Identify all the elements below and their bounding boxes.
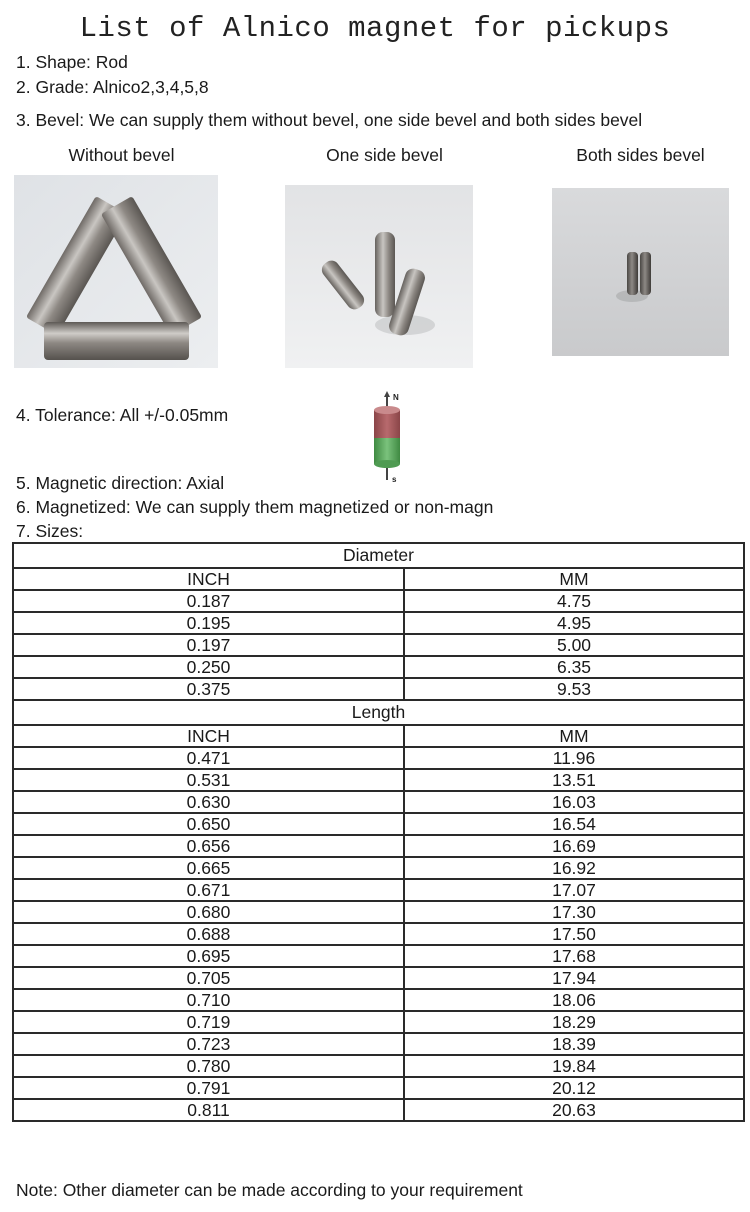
table-row (13, 923, 744, 945)
cell-inch: 0.680 (13, 901, 404, 923)
section-diameter: Diameter (13, 543, 744, 568)
table-row (13, 1077, 744, 1099)
spec-sizes: 7. Sizes: (16, 521, 84, 541)
spec-magnetic-direction: 5. Magnetic direction: Axial (16, 473, 225, 493)
header-mm: MM (404, 568, 744, 590)
table-row (13, 612, 744, 634)
photo-label-both-sides-bevel: Both sides bevel (576, 145, 705, 165)
cell-mm: 9.53 (404, 678, 744, 700)
cell-mm: 17.07 (404, 879, 744, 901)
table-row (13, 1099, 744, 1121)
cell-mm: 17.50 (404, 923, 744, 945)
north-label: N (393, 393, 399, 402)
cell-mm: 5.00 (404, 634, 744, 656)
cell-mm: 17.94 (404, 967, 744, 989)
table-row (13, 747, 744, 769)
cell-mm: 17.30 (404, 901, 744, 923)
table-row (13, 1033, 744, 1055)
sizes-table (12, 542, 745, 1122)
photo-label-without-bevel: Without bevel (68, 145, 175, 165)
cell-inch: 0.650 (13, 813, 404, 835)
photo-label-one-side-bevel: One side bevel (326, 145, 443, 165)
cell-inch: 0.250 (13, 656, 404, 678)
table-row (13, 989, 744, 1011)
table-row (13, 901, 744, 923)
table-row (13, 813, 744, 835)
cell-inch: 0.195 (13, 612, 404, 634)
spec-magnetized: 6. Magnetized: We can supply them magnetized or non-magn (16, 497, 494, 517)
spec-bevel: 3. Bevel: We can supply them without bevel, one side bevel and both sides bevel (16, 110, 643, 130)
table-row (13, 1055, 744, 1077)
cell-mm: 4.75 (404, 590, 744, 612)
table-row (13, 678, 744, 700)
header-mm: MM (404, 725, 744, 747)
cell-inch: 0.705 (13, 967, 404, 989)
table-row (13, 769, 744, 791)
spec-tolerance: 4. Tolerance: All +/-0.05mm (16, 405, 229, 425)
cell-mm: 13.51 (404, 769, 744, 791)
cell-inch: 0.471 (13, 747, 404, 769)
table-row (13, 857, 744, 879)
cell-mm: 19.84 (404, 1055, 744, 1077)
table-row (13, 1011, 744, 1033)
header-inch: INCH (13, 568, 404, 590)
spec-shape: 1. Shape: Rod (16, 52, 128, 72)
table-row (13, 835, 744, 857)
cell-inch: 0.671 (13, 879, 404, 901)
table-row (13, 945, 744, 967)
footnote: Note: Other diameter can be made according to your requirement (16, 1180, 523, 1200)
cell-inch: 0.710 (13, 989, 404, 1011)
cell-inch: 0.665 (13, 857, 404, 879)
table-row (13, 791, 744, 813)
cell-inch: 0.197 (13, 634, 404, 656)
page-title: List of Alnico magnet for pickups (79, 12, 671, 45)
cell-mm: 16.03 (404, 791, 744, 813)
rod-magnets-one-side-bevel-photo-icon (285, 185, 473, 368)
rod-magnets-triangle-photo-icon (14, 175, 218, 368)
cell-inch: 0.695 (13, 945, 404, 967)
rod-magnets-both-sides-bevel-photo-icon (552, 188, 729, 356)
cell-inch: 0.688 (13, 923, 404, 945)
cell-inch: 0.719 (13, 1011, 404, 1033)
cell-inch: 0.187 (13, 590, 404, 612)
table-row (13, 590, 744, 612)
cell-mm: 20.63 (404, 1099, 744, 1121)
cell-inch: 0.811 (13, 1099, 404, 1121)
cell-inch: 0.791 (13, 1077, 404, 1099)
spec-grade: 2. Grade: Alnico2,3,4,5,8 (16, 77, 209, 97)
cell-inch: 0.375 (13, 678, 404, 700)
cell-inch: 0.656 (13, 835, 404, 857)
cell-mm: 18.29 (404, 1011, 744, 1033)
cell-mm: 4.95 (404, 612, 744, 634)
table-row (13, 967, 744, 989)
cell-mm: 17.68 (404, 945, 744, 967)
cell-mm: 18.06 (404, 989, 744, 1011)
table-row (13, 656, 744, 678)
cell-mm: 18.39 (404, 1033, 744, 1055)
cell-mm: 20.12 (404, 1077, 744, 1099)
cell-mm: 6.35 (404, 656, 744, 678)
cell-mm: 16.92 (404, 857, 744, 879)
section-length: Length (13, 700, 744, 725)
cell-inch: 0.531 (13, 769, 404, 791)
cell-mm: 11.96 (404, 747, 744, 769)
table-row (13, 634, 744, 656)
axial-magnet-diagram-icon (362, 390, 412, 485)
table-row (13, 879, 744, 901)
south-label: s (392, 475, 397, 484)
header-inch: INCH (13, 725, 404, 747)
cell-inch: 0.780 (13, 1055, 404, 1077)
cell-mm: 16.54 (404, 813, 744, 835)
cell-mm: 16.69 (404, 835, 744, 857)
cell-inch: 0.723 (13, 1033, 404, 1055)
cell-inch: 0.630 (13, 791, 404, 813)
